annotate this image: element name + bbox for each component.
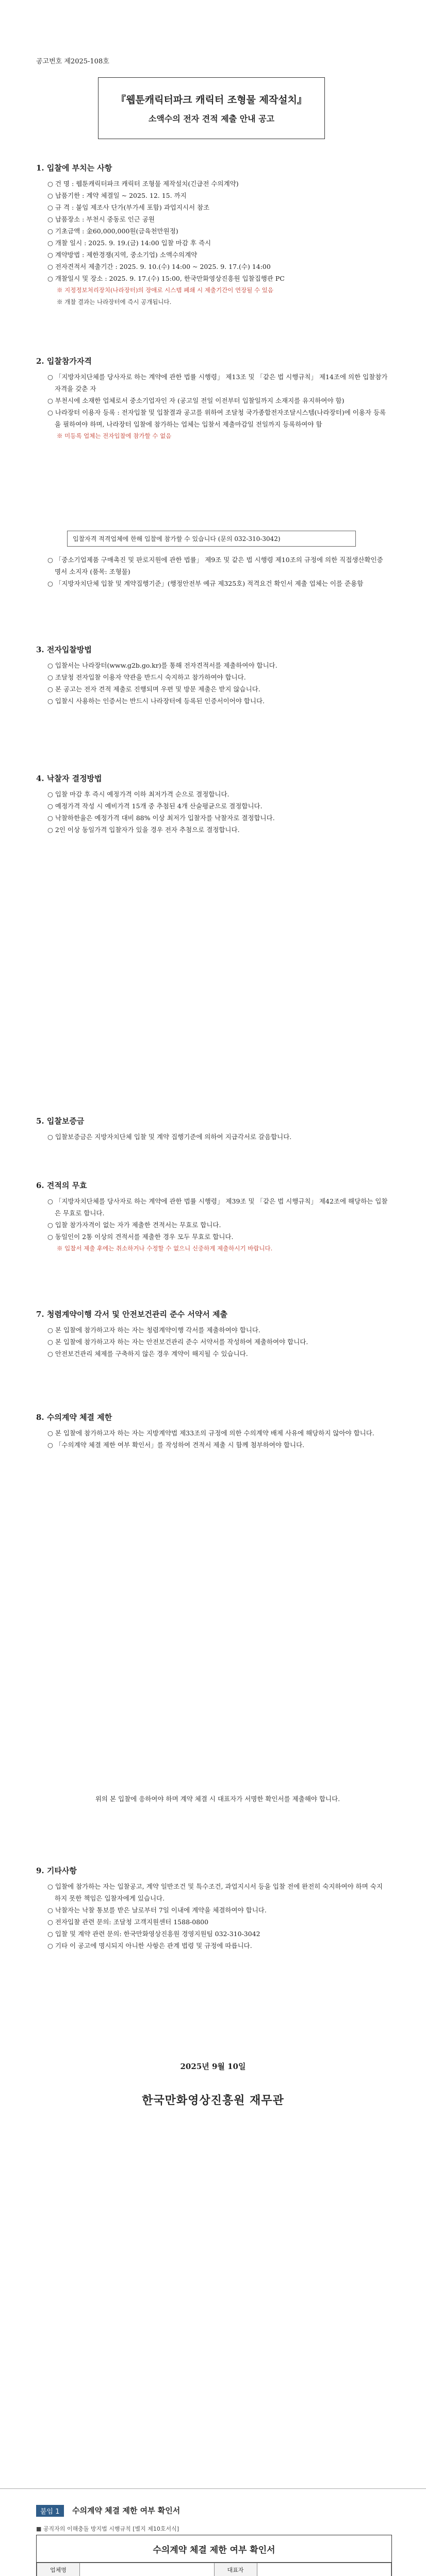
s7-item: ○ 본 입찰에 참가하고자 하는 자는 안전보건관리 준수 서약서를 작성하여 제출하여야 합니다. xyxy=(47,1338,308,1346)
section-6-heading: 6. 견적의 무효 xyxy=(36,1181,87,1190)
s2-item: ○ 「지방자치단체를 당사자로 하는 계약에 관한 법률 시행령」 제13조 및 「같은 법 시행규칙」 제14조에 의한 입찰참가 자격을 갖춘 자 xyxy=(47,373,388,393)
section-3 xyxy=(47,659,388,707)
s1-item: ○ 기초금액 : 金60,000,000원(금육천만원정) xyxy=(47,227,178,235)
section-8-heading: 8. 수의계약 체결 제한 xyxy=(36,1413,112,1422)
s6-warn: ※ 입찰서 제출 후에는 취소하거나 수정할 수 없으니 신중하게 제출하시기 바랍니다. xyxy=(57,1245,273,1252)
s7-item: ○ 안전보건관리 체제를 구축하지 않은 경우 계약이 해지될 수 있습니다. xyxy=(47,1350,248,1358)
section-5-heading: 5. 입찰보증금 xyxy=(36,1116,85,1126)
s1-item: ○ 납품장소 : 부천시 중동로 인근 공원 xyxy=(47,215,155,223)
s9-item: ○ 기타 이 공고에 명시되지 아니한 사항은 관계 법령 및 규정에 따릅니다. xyxy=(47,1942,252,1950)
section-7 xyxy=(47,1324,388,1360)
s4-item: ○ 2인 이상 동일가격 입찰자가 있을 경우 전자 추첨으로 결정합니다. xyxy=(47,826,240,834)
s1-item: ○ 개찰 일시 : 2025. 9. 19.(금) 14:00 입찰 마감 후 즉시 xyxy=(47,239,211,247)
section-8 xyxy=(47,1427,388,1451)
s3-item: ○ 입찰서는 나라장터(www.g2b.go.kr)를 통해 전자견적서를 제출하여야 합니다. xyxy=(47,662,277,669)
section-4-heading: 4. 낙찰자 결정방법 xyxy=(36,774,102,783)
s3-item: ○ 본 공고는 전자 견적 제출로 진행되며 우편 및 방문 제출은 받지 않습니다. xyxy=(47,685,260,693)
s1-item: ○ 계약방법 : 제한경쟁(지역, 중소기업) 소액수의계약 xyxy=(47,251,198,259)
s8-note xyxy=(47,1793,388,1805)
s8-item: ○ 「수의계약 체결 제한 여부 확인서」를 작성하여 견적서 제출 시 함께 첨부하여야 합니다. xyxy=(47,1441,305,1449)
s4-item: ○ 예정가격 작성 시 예비가격 15개 중 추첨된 4개 산술평균으로 결정합니다. xyxy=(47,802,263,810)
s9-item: ○ 전자입찰 관련 문의: 조달청 고객지원센터 1588-0800 xyxy=(47,1918,209,1926)
s1-item: ○ 건 명 : 웹툰캐릭터파크 캐릭터 조형물 제작설치(긴급전 수의계약) xyxy=(47,180,239,188)
sign-organization: 한국만화영상진흥원 재무관 xyxy=(142,2094,284,2107)
title-line-2: 소액수의 전자 견적 제출 안내 공고 xyxy=(148,114,275,124)
s4-item: ○ 입찰 마감 후 즉시 예정가격 이하 최저가격 순으로 결정합니다. xyxy=(47,790,230,798)
section-2-heading: 2. 입찰참가자격 xyxy=(36,357,92,366)
s2-item: ○ 부천시에 소재한 업체로서 중소기업자인 자 (공고일 전일 이전부터 입찰일까지 소재지를 유지하여야 함) xyxy=(47,397,345,404)
s1-sub: ※ 개찰 결과는 나라장터에 즉시 공개됩니다. xyxy=(57,298,172,306)
form-label: 대표자 xyxy=(214,2563,257,2576)
section-9 xyxy=(47,1880,388,1952)
s9-item: ○ 입찰 및 계약 관련 문의: 한국만화영상진흥원 경영지원팀 032-310-3042 xyxy=(47,1930,260,1938)
form-label: 업체명 xyxy=(37,2563,80,2576)
s3-item: ○ 입찰시 사용하는 인증서는 반드시 나라장터에 등록된 인증서이어야 합니다. xyxy=(47,697,265,705)
s7-item: ○ 본 입찰에 참가하고자 하는 자는 청렴계약이행 각서를 제출하여야 합니다. xyxy=(47,1326,260,1334)
s6-item: ○ 입찰 참가자격이 없는 자가 제출한 견적서는 무효로 합니다. xyxy=(47,1221,221,1229)
section-1 xyxy=(47,178,388,308)
form-row xyxy=(37,2563,391,2576)
s3-item: ○ 조달청 전자입찰 이용자 약관을 반드시 숙지하고 참가하여야 합니다. xyxy=(47,673,246,681)
s2-item: ○ 「지방자치단체 입찰 및 계약집행기준」(행정안전부 예규 제325호) 적격요건 확인서 제출 업체는 이를 준용함 xyxy=(47,580,364,587)
form-field[interactable] xyxy=(257,2563,391,2576)
s2-warn: ※ 미등록 업체는 전자입찰에 참가할 수 없음 xyxy=(57,432,172,439)
section-2b xyxy=(47,554,388,589)
s6-item: ○ 「지방자치단체를 당사자로 하는 계약에 관한 법률 시행령」 제39조 및 「같은 법 시행규칙」 제42조에 해당하는 입찰은 무효로 합니다. xyxy=(47,1197,388,1217)
s4-item: ○ 낙찰하한율은 예정가격 대비 88% 이상 최저가 입찰자를 낙찰자로 결정합니다. xyxy=(47,814,275,822)
s1-item: ○ 납품기한 : 계약 체결일 ~ 2025. 12. 15. 까지 xyxy=(47,192,187,199)
sign-date: 2025년 9월 10일 xyxy=(180,2062,246,2071)
s8-item: ○ 본 입찰에 참가하고자 하는 자는 지방계약법 제33조의 규정에 의한 수의계약 배제 사유에 해당하지 않아야 합니다. xyxy=(47,1429,374,1437)
title-box xyxy=(98,77,325,139)
form-field[interactable] xyxy=(80,2563,215,2576)
form-title: 수의계약 체결 제한 여부 확인서 xyxy=(37,2535,391,2563)
form-info-table xyxy=(37,2563,391,2576)
s1-item: ○ 전자견적서 제출기간 : 2025. 9. 10.(수) 14:00 ~ 2025. 9. 17.(수) 14:00 xyxy=(47,263,271,270)
s8-note-text: 위의 본 입찰에 응하여야 하며 계약 체결 시 대표자가 서명한 확인서를 제출해야 합니다. xyxy=(95,1795,340,1803)
section-6 xyxy=(47,1195,388,1255)
s9-item: ○ 낙찰자는 낙찰 통보를 받은 날로부터 7일 이내에 계약을 체결하여야 합니다. xyxy=(47,1906,267,1914)
section-1-heading: 1. 입찰에 부치는 사항 xyxy=(36,163,112,173)
title-line-1: 『웹툰캐릭터파크 캐릭터 조형물 제작설치』 xyxy=(116,94,307,106)
appendix-title: 수의계약 체결 제한 여부 확인서 xyxy=(72,2506,181,2515)
section-4 xyxy=(47,788,388,836)
s1-item: ○ 개찰일시 및 장소 : 2025. 9. 17.(수) 15:00, 한국만화영상진흥원 입찰집행관 PC xyxy=(47,275,285,282)
section-2 xyxy=(47,371,388,442)
s6-item: ○ 동일인이 2통 이상의 견적서를 제출한 경우 모두 무효로 합니다. xyxy=(47,1233,234,1241)
appendix-tag: 붙임 1 xyxy=(36,2505,64,2517)
form-legal-note: ■ 공직자의 이해충돌 방지법 시행규칙 [별지 제10호서식] xyxy=(36,2526,179,2532)
s1-sub: ※ 지정정보처리장치(나라장터)의 장애로 시스템 폐쇄 시 제출기간이 연장될 수 있음 xyxy=(57,286,273,294)
s2-note: 입찰자격 적격업체에 한해 입찰에 참가할 수 있습니다 (문의 032-310-3042) xyxy=(67,531,356,547)
section-9-heading: 9. 기타사항 xyxy=(36,1866,77,1875)
s2-item: ○ 「중소기업제품 구매촉진 및 판로지원에 관한 법률」 제9조 및 같은 법 시행령 제10조의 규정에 의한 직접생산확인증명서 소지자 (품목: 조형물) xyxy=(47,556,383,575)
restriction-form xyxy=(36,2535,392,2576)
s5-item: ○ 입찰보증금은 지방자치단체 입찰 및 계약 집행기준에 의하여 지급각서로 갈음합니다. xyxy=(47,1133,292,1141)
s2-item: ○ 나라장터 이용자 등록 : 전자입찰 및 입찰결과 공고를 위하여 조달청 국가종합전자조달시스템(나라장터)에 이용자 등록을 필하여야 하며, 나라장터 입찰에 참가하는 업체는 입찰서 제출마감일 전일까지 등록하여야 함 xyxy=(47,409,386,428)
section-5 xyxy=(47,1131,388,1143)
section-7-heading: 7. 청렴계약이행 각서 및 안전보건관리 준수 서약서 제출 xyxy=(36,1310,227,1319)
notice-number: 공고번호 제2025-108호 xyxy=(36,58,109,65)
page-divider xyxy=(0,2488,426,2489)
section-3-heading: 3. 전자입찰방법 xyxy=(36,645,92,654)
s9-item: ○ 입찰에 참가하는 자는 입찰공고, 계약 일반조건 및 특수조건, 과업지시서 등을 입찰 전에 완전히 숙지하여야 하며 숙지하지 못한 책임은 입찰자에게 있습니다. xyxy=(47,1883,383,1902)
s1-item: ○ 규 격 : 붙임 제조사 단가(부가세 포함) 과업지시서 참조 xyxy=(47,204,210,211)
